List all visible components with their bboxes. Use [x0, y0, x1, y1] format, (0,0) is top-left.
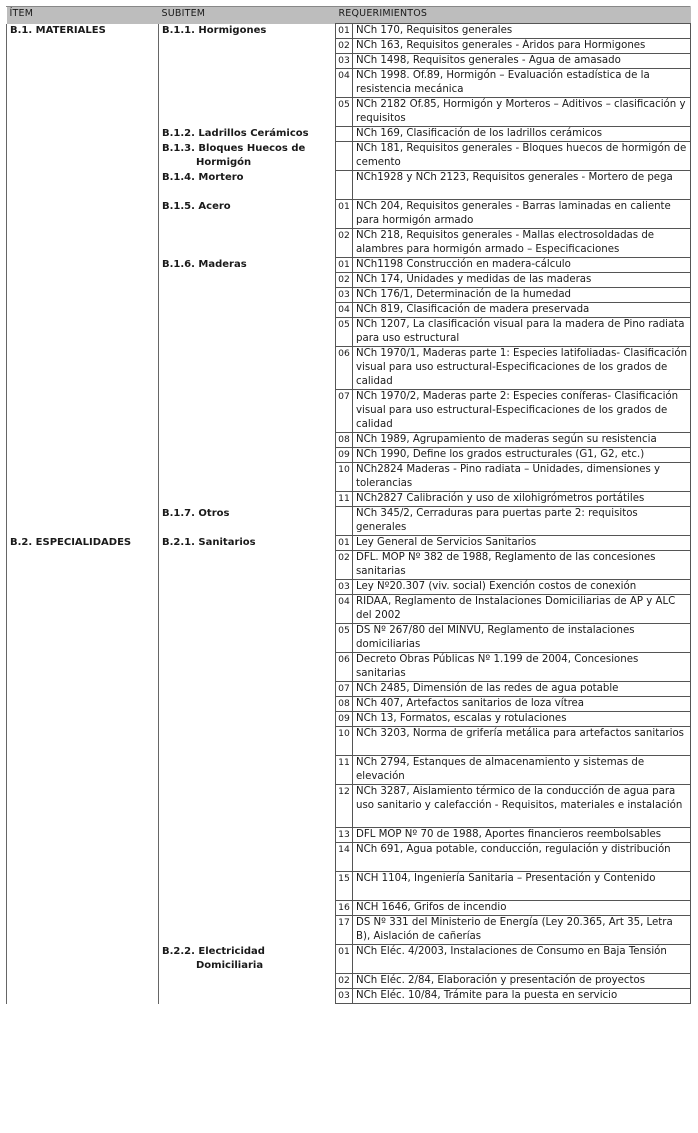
requirement-number [336, 142, 353, 171]
table-header [7, 6, 691, 24]
subitem-cell-empty [159, 463, 336, 492]
header-subitem: SUBITEM [159, 6, 336, 24]
table-row [7, 551, 691, 580]
subitem-cell-empty [159, 229, 336, 258]
requirement-number: 08 [336, 697, 353, 712]
table-row [7, 24, 691, 39]
item-cell-empty [7, 916, 159, 945]
requirement-number: 11 [336, 492, 353, 507]
requirement-text: Decreto Obras Públicas Nº 1.199 de 2004, Concesiones sanitarias [353, 653, 691, 682]
requirement-number: 02 [336, 273, 353, 288]
requirement-text: DS Nº 331 del Ministerio de Energía (Ley 20.365, Art 35, Letra B), Aislación de cañerías [353, 916, 691, 945]
requirement-number [336, 507, 353, 536]
requirement-number: 02 [336, 39, 353, 54]
table-row [7, 390, 691, 433]
requirement-number: 04 [336, 69, 353, 98]
subitem-cell-empty [159, 785, 336, 828]
subitem-cell-empty [159, 989, 336, 1004]
requirement-text: NCh 13, Formatos, escalas y rotulaciones [353, 712, 691, 727]
subitem-cell-empty [159, 828, 336, 843]
requirement-text: NCH 1646, Grifos de incendio [353, 901, 691, 916]
item-cell-empty [7, 727, 159, 756]
item-cell-empty [7, 288, 159, 303]
item-cell-empty [7, 463, 159, 492]
section-label: B.1. MATERIALES [7, 24, 159, 39]
requirement-number: 04 [336, 303, 353, 318]
requirement-text: NCh Eléc. 2/84, Elaboración y presentación de proyectos [353, 974, 691, 989]
table-row [7, 492, 691, 507]
subitem-cell-empty [159, 916, 336, 945]
subitem-cell-empty [159, 712, 336, 727]
table-row [7, 229, 691, 258]
requirement-text: NCh 2182 Of.85, Hormigón y Morteros – Aditivos – clasificación y requisitos [353, 98, 691, 127]
subitem-cell-empty [159, 448, 336, 463]
requirement-number: 10 [336, 463, 353, 492]
requirement-number: 12 [336, 785, 353, 828]
requirement-number: 05 [336, 98, 353, 127]
subitem-label: B.1.5. Acero [159, 200, 336, 229]
item-cell-empty [7, 945, 159, 974]
requirement-number: 07 [336, 390, 353, 433]
table-row [7, 624, 691, 653]
item-cell-empty [7, 507, 159, 536]
requirement-number: 08 [336, 433, 353, 448]
subitem-cell-empty [159, 653, 336, 682]
requirement-text: NCh 3287, Aislamiento térmico de la conducción de agua para uso sanitario y calefacción - Requisitos, materiales e instalación [353, 785, 691, 828]
requirement-text: NCh 170, Requisitos generales [353, 24, 691, 39]
subitem-line: Domiciliaria [196, 959, 264, 971]
requirement-number: 17 [336, 916, 353, 945]
requirement-number: 03 [336, 54, 353, 69]
item-cell-empty [7, 98, 159, 127]
table-row [7, 828, 691, 843]
requirement-text: NCh 176/1, Determinación de la humedad [353, 288, 691, 303]
table-row [7, 258, 691, 273]
item-cell-empty [7, 872, 159, 901]
requirement-text: NCh 1970/2, Maderas parte 2: Especies coníferas- Clasificación visual para uso estructural-Especificaciones de los grados de calidad [353, 390, 691, 433]
item-cell-empty [7, 127, 159, 142]
subitem-cell-empty [159, 551, 336, 580]
item-cell-empty [7, 273, 159, 288]
subitem-label [159, 945, 336, 974]
requirement-text: NCh 169, Clasificación de los ladrillos cerámicos [353, 127, 691, 142]
requirement-text: NCh 1998. Of.89, Hormigón – Evaluación estadística de la resistencia mecánica [353, 69, 691, 98]
requirement-number: 07 [336, 682, 353, 697]
item-cell-empty [7, 785, 159, 828]
requirement-text: NCh 3203, Norma de grifería metálica para artefactos sanitarios [353, 727, 691, 756]
table-row [7, 69, 691, 98]
subitem-cell-empty [159, 580, 336, 595]
subitem-label: B.1.7. Otros [159, 507, 336, 536]
table-row [7, 697, 691, 712]
table-row [7, 843, 691, 872]
subitem-line: Hormigón [196, 156, 252, 168]
requirement-text: NCh 2794, Estanques de almacenamiento y sistemas de elevación [353, 756, 691, 785]
requirements-table [6, 6, 691, 1004]
table-row [7, 303, 691, 318]
subitem-cell-empty [159, 756, 336, 785]
item-cell-empty [7, 390, 159, 433]
requirement-number: 06 [336, 653, 353, 682]
table-row [7, 727, 691, 756]
item-cell-empty [7, 69, 159, 98]
requirement-text: DFL MOP Nº 70 de 1988, Aportes financieros reembolsables [353, 828, 691, 843]
subitem-line: B.2.2. Electricidad [162, 945, 265, 957]
item-cell-empty [7, 682, 159, 697]
requirement-number: 14 [336, 843, 353, 872]
table-row [7, 98, 691, 127]
item-cell-empty [7, 433, 159, 448]
item-cell-empty [7, 229, 159, 258]
subitem-label: B.1.1. Hormigones [159, 24, 336, 39]
table-row [7, 974, 691, 989]
requirement-text: NCh 1990, Define los grados estructurales (G1, G2, etc.) [353, 448, 691, 463]
requirement-number: 09 [336, 448, 353, 463]
table-row [7, 318, 691, 347]
subitem-cell-empty [159, 624, 336, 653]
header-requerimientos: REQUERIMIENTOS [336, 6, 691, 24]
table-row [7, 200, 691, 229]
requirement-number: 02 [336, 551, 353, 580]
requirement-number: 03 [336, 288, 353, 303]
header-item: ÍTEM [7, 6, 159, 24]
table-row [7, 507, 691, 536]
table-row [7, 39, 691, 54]
requirement-text: NCh2824 Maderas - Pino radiata – Unidades, dimensiones y tolerancias [353, 463, 691, 492]
table-row [7, 653, 691, 682]
requirement-number: 13 [336, 828, 353, 843]
requirement-text: DS Nº 267/80 del MINVU, Reglamento de instalaciones domiciliarias [353, 624, 691, 653]
subitem-label: B.1.4. Mortero [159, 171, 336, 200]
requirement-number [336, 127, 353, 142]
requirement-text: NCh 1498, Requisitos generales - Agua de amasado [353, 54, 691, 69]
requirement-text: NCh 1970/1, Maderas parte 1: Especies latifoliadas- Clasificación visual para uso estructural-Especificaciones de los grados de calidad [353, 347, 691, 390]
requirement-number: 02 [336, 229, 353, 258]
subitem-cell-empty [159, 843, 336, 872]
item-cell-empty [7, 142, 159, 171]
item-cell-empty [7, 756, 159, 785]
subitem-cell-empty [159, 682, 336, 697]
table-row [7, 142, 691, 171]
subitem-cell-empty [159, 54, 336, 69]
requirement-text: DFL. MOP Nº 382 de 1988, Reglamento de las concesiones sanitarias [353, 551, 691, 580]
table-row [7, 989, 691, 1004]
requirement-number: 10 [336, 727, 353, 756]
requirement-text: NCH 1104, Ingeniería Sanitaria – Presentación y Contenido [353, 872, 691, 901]
requirement-text: NCh 1989, Agrupamiento de maderas según su resistencia [353, 433, 691, 448]
item-cell-empty [7, 595, 159, 624]
subitem-cell-empty [159, 872, 336, 901]
item-cell-empty [7, 901, 159, 916]
table-row [7, 945, 691, 974]
requirement-number: 02 [336, 974, 353, 989]
requirement-text: NCh 1207, La clasificación visual para la madera de Pino radiata para uso estructural [353, 318, 691, 347]
item-cell-empty [7, 171, 159, 200]
table-row [7, 433, 691, 448]
table-row [7, 54, 691, 69]
requirement-text: NCh 345/2, Cerraduras para puertas parte 2: requisitos generales [353, 507, 691, 536]
subitem-cell-empty [159, 98, 336, 127]
section-label: B.2. ESPECIALIDADES [7, 536, 159, 551]
requirement-text: Ley General de Servicios Sanitarios [353, 536, 691, 551]
table-row [7, 785, 691, 828]
table-row [7, 916, 691, 945]
requirement-text: NCh 163, Requisitos generales - Áridos para Hormigones [353, 39, 691, 54]
requirement-number: 01 [336, 945, 353, 974]
requirement-text: NCh1198 Construcción en madera-cálculo [353, 258, 691, 273]
item-cell-empty [7, 974, 159, 989]
requirement-number: 16 [336, 901, 353, 916]
subitem-label: B.1.2. Ladrillos Cerámicos [159, 127, 336, 142]
requirement-number: 01 [336, 536, 353, 551]
requirement-number: 01 [336, 24, 353, 39]
subitem-cell-empty [159, 727, 336, 756]
item-cell-empty [7, 828, 159, 843]
subitem-cell-empty [159, 492, 336, 507]
table-row [7, 712, 691, 727]
requirement-text: NCh 174, Unidades y medidas de las maderas [353, 273, 691, 288]
item-cell-empty [7, 303, 159, 318]
subitem-cell-empty [159, 288, 336, 303]
requirement-number: 01 [336, 258, 353, 273]
requirement-number: 05 [336, 624, 353, 653]
requirement-number: 05 [336, 318, 353, 347]
requirements-document [6, 6, 690, 1004]
subitem-cell-empty [159, 39, 336, 54]
requirement-text: NCh 819, Clasificación de madera preservada [353, 303, 691, 318]
table-row [7, 347, 691, 390]
requirement-number: 11 [336, 756, 353, 785]
subitem-cell-empty [159, 69, 336, 98]
requirement-text: NCh Eléc. 10/84, Trámite para la puesta en servicio [353, 989, 691, 1004]
subitem-cell-empty [159, 318, 336, 347]
table-row [7, 595, 691, 624]
subitem-cell-empty [159, 901, 336, 916]
subitem-cell-empty [159, 303, 336, 318]
table-row [7, 171, 691, 200]
subitem-cell-empty [159, 433, 336, 448]
item-cell-empty [7, 653, 159, 682]
table-row [7, 127, 691, 142]
requirement-number: 15 [336, 872, 353, 901]
requirement-text: NCh Eléc. 4/2003, Instalaciones de Consumo en Baja Tensión [353, 945, 691, 974]
table-row [7, 901, 691, 916]
requirement-text: NCh 2485, Dimensión de las redes de agua potable [353, 682, 691, 697]
subitem-label: B.2.1. Sanitarios [159, 536, 336, 551]
item-cell-empty [7, 989, 159, 1004]
requirement-text: NCh1928 y NCh 2123, Requisitos generales - Mortero de pega [353, 171, 691, 200]
item-cell-empty [7, 697, 159, 712]
item-cell-empty [7, 492, 159, 507]
item-cell-empty [7, 580, 159, 595]
item-cell-empty [7, 448, 159, 463]
item-cell-empty [7, 551, 159, 580]
subitem-line: B.1.3. Bloques Huecos de [162, 142, 306, 154]
subitem-cell-empty [159, 390, 336, 433]
subitem-label [159, 142, 336, 171]
table-row [7, 448, 691, 463]
table-row [7, 288, 691, 303]
item-cell-empty [7, 39, 159, 54]
requirement-text: NCh2827 Calibración y uso de xilohigrómetros portátiles [353, 492, 691, 507]
requirement-number: 06 [336, 347, 353, 390]
item-cell-empty [7, 347, 159, 390]
item-cell-empty [7, 624, 159, 653]
requirement-number: 09 [336, 712, 353, 727]
requirement-text: NCh 204, Requisitos generales - Barras laminadas en caliente para hormigón armado [353, 200, 691, 229]
requirement-text: NCh 218, Requisitos generales - Mallas electrosoldadas de alambres para hormigón armado – Especificaciones [353, 229, 691, 258]
table-row [7, 463, 691, 492]
item-cell-empty [7, 712, 159, 727]
item-cell-empty [7, 200, 159, 229]
item-cell-empty [7, 258, 159, 273]
requirement-text: RIDAA, Reglamento de Instalaciones Domiciliarias de AP y ALC del 2002 [353, 595, 691, 624]
subitem-cell-empty [159, 697, 336, 712]
requirement-number [336, 171, 353, 200]
requirement-text: Ley Nº20.307 (viv. social) Exención costos de conexión [353, 580, 691, 595]
item-cell-empty [7, 318, 159, 347]
subitem-cell-empty [159, 273, 336, 288]
table-row [7, 536, 691, 551]
requirement-number: 03 [336, 580, 353, 595]
requirement-number: 01 [336, 200, 353, 229]
item-cell-empty [7, 843, 159, 872]
requirement-text: NCh 691, Agua potable, conducción, regulación y distribución [353, 843, 691, 872]
subitem-cell-empty [159, 974, 336, 989]
subitem-cell-empty [159, 595, 336, 624]
table-row [7, 756, 691, 785]
table-row [7, 682, 691, 697]
subitem-label: B.1.6. Maderas [159, 258, 336, 273]
requirement-number: 04 [336, 595, 353, 624]
table-row [7, 580, 691, 595]
requirement-text: NCh 407, Artefactos sanitarios de loza vítrea [353, 697, 691, 712]
subitem-cell-empty [159, 347, 336, 390]
item-cell-empty [7, 54, 159, 69]
table-row [7, 273, 691, 288]
table-body [7, 24, 691, 1004]
table-row [7, 872, 691, 901]
requirement-text: NCh 181, Requisitos generales - Bloques huecos de hormigón de cemento [353, 142, 691, 171]
requirement-number: 03 [336, 989, 353, 1004]
